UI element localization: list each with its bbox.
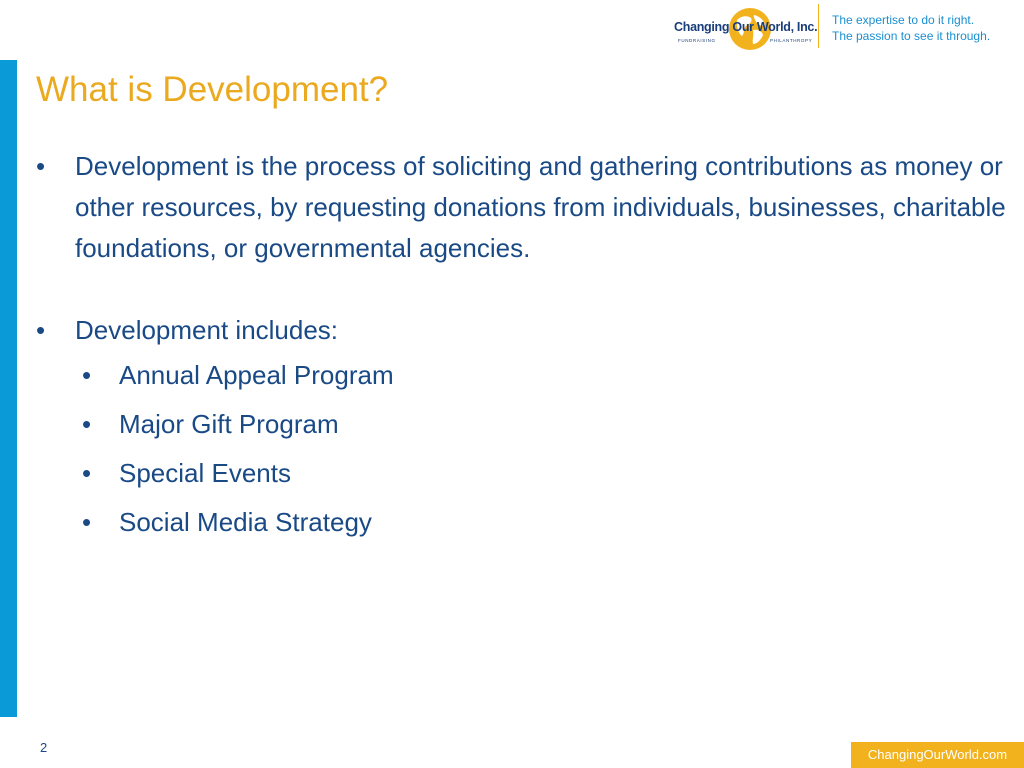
- sub-bullet-item: • Major Gift Program: [36, 400, 1006, 449]
- tagline: [832, 12, 990, 44]
- logo-subtitle-right: PHILANTHROPY: [770, 38, 813, 43]
- page-number: 2: [40, 740, 48, 755]
- bullet-item: • Development includes:: [36, 310, 1006, 351]
- header-divider: [818, 4, 819, 48]
- tagline-line-1: The expertise to do it right.: [832, 13, 975, 27]
- sub-bullet-list: [36, 351, 1006, 547]
- bullet-item: • Development is the process of soliciting and gathering contributions as money or other resources, by requesting donations from individuals, businesses, charitable foundations, or governmental agencies.: [36, 146, 1006, 269]
- logo-company-name: Changing Our World, Inc.: [674, 20, 818, 34]
- sub-bullet-item: • Annual Appeal Program: [36, 351, 1006, 400]
- slide-body: [36, 146, 1006, 547]
- website-link[interactable]: ChangingOurWorld.com: [851, 742, 1024, 768]
- sub-bullet-item: • Special Events: [36, 449, 1006, 498]
- company-logo: [672, 4, 818, 54]
- tagline-line-2: The passion to see it through.: [832, 29, 991, 43]
- left-accent-bar: [0, 60, 17, 717]
- logo-subtitle-left: FUNDRAISING: [678, 38, 716, 43]
- paragraph-spacer: [36, 269, 1006, 310]
- slide-title: What is Development?: [36, 70, 389, 109]
- sub-bullet-item: • Social Media Strategy: [36, 498, 1006, 547]
